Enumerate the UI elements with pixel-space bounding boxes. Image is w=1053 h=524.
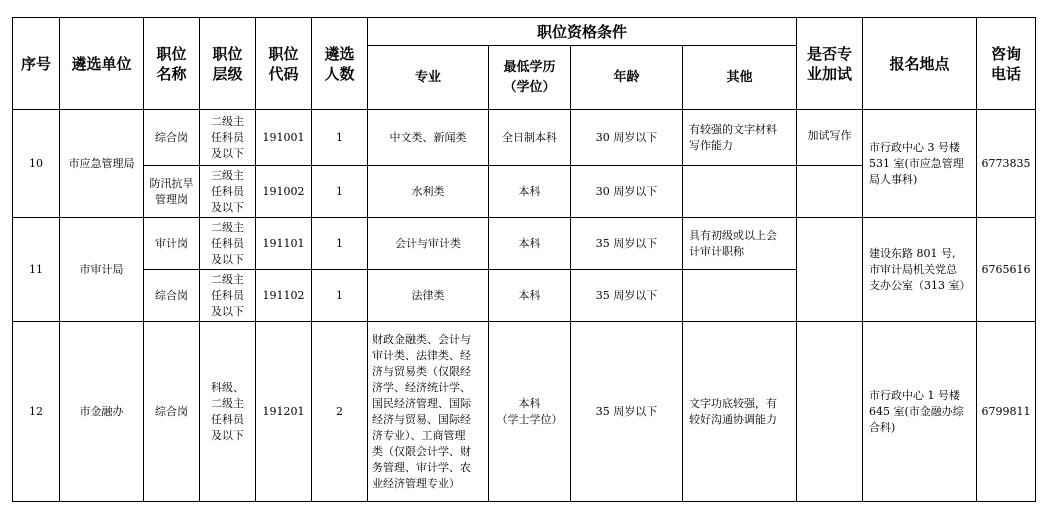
- count-cell: 1: [312, 270, 368, 322]
- education-cell: 本科 （学士学位）: [489, 322, 571, 502]
- major-cell: 中文类、新闻类: [368, 110, 489, 166]
- header-qualifications: 职位资格条件: [368, 18, 797, 46]
- age-cell: 35 周岁以下: [571, 322, 683, 502]
- major-cell: 财政金融类、会计与 审计类、法律类、经 济与贸易类（仅限经 济学、经济统计学、 国民经济管理、国际 经济与贸易、国际经 济专业）、工商管理 类（仅限会计学、财 务管理、审计学、农 业经济管理专业）: [368, 322, 489, 502]
- exam-cell: [797, 322, 863, 502]
- header-education: 最低学历 （学位）: [489, 46, 571, 110]
- count-cell: 1: [312, 218, 368, 270]
- education-cell: 本科: [489, 270, 571, 322]
- level-cell: 二级主 任科员 及以下: [200, 270, 256, 322]
- recruitment-table: [12, 17, 1036, 502]
- header-post-name: 职位 名称: [144, 18, 200, 110]
- other-cell: 具有初级或以上会 计审计职称: [683, 218, 797, 270]
- table-row: [13, 110, 1036, 166]
- level-cell: 三级主 任科员 及以下: [200, 166, 256, 218]
- count-cell: 1: [312, 166, 368, 218]
- table-row: [13, 218, 1036, 270]
- exam-cell: 加试写作: [797, 110, 863, 166]
- header-exam: 是否专 业加试: [797, 18, 863, 110]
- age-cell: 30 周岁以下: [571, 166, 683, 218]
- location-cell: 市行政中心 1 号楼 645 室(市金融办综 合科): [863, 322, 977, 502]
- unit-cell: 市审计局: [60, 218, 144, 322]
- seq-cell: 10: [13, 110, 60, 218]
- exam-cell: [797, 218, 863, 322]
- major-cell: 会计与审计类: [368, 218, 489, 270]
- age-cell: 35 周岁以下: [571, 270, 683, 322]
- code-cell: 191001: [256, 110, 312, 166]
- location-cell: 市行政中心 3 号楼 531 室(市应急管理 局人事科): [863, 110, 977, 218]
- level-cell: 科级、 二级主 任科员 及以下: [200, 322, 256, 502]
- code-cell: 191102: [256, 270, 312, 322]
- code-cell: 191201: [256, 322, 312, 502]
- phone-cell: 6773835: [977, 110, 1036, 218]
- phone-cell: 6799811: [977, 322, 1036, 502]
- other-cell: [683, 270, 797, 322]
- education-cell: 本科: [489, 218, 571, 270]
- header-unit: 遴选单位: [60, 18, 144, 110]
- code-cell: 191101: [256, 218, 312, 270]
- other-cell: 有较强的文字材料 写作能力: [683, 110, 797, 166]
- header-seq: 序号: [13, 18, 60, 110]
- post-cell: 综合岗: [144, 270, 200, 322]
- table-row: [13, 322, 1036, 502]
- code-cell: 191002: [256, 166, 312, 218]
- education-cell: 全日制本科: [489, 110, 571, 166]
- header-major: 专业: [368, 46, 489, 110]
- other-cell: [683, 166, 797, 218]
- post-cell: 综合岗: [144, 110, 200, 166]
- header-count: 遴选 人数: [312, 18, 368, 110]
- level-cell: 二级主 任科员 及以下: [200, 218, 256, 270]
- header-age: 年龄: [571, 46, 683, 110]
- other-cell: 文字功底较强，有 较好沟通协调能力: [683, 322, 797, 502]
- count-cell: 2: [312, 322, 368, 502]
- header-other: 其他: [683, 46, 797, 110]
- unit-cell: 市金融办: [60, 322, 144, 502]
- phone-cell: 6765616: [977, 218, 1036, 322]
- post-cell: 审计岗: [144, 218, 200, 270]
- education-cell: 本科: [489, 166, 571, 218]
- post-cell: 防汛抗旱 管理岗: [144, 166, 200, 218]
- unit-cell: 市应急管理局: [60, 110, 144, 218]
- major-cell: 水利类: [368, 166, 489, 218]
- seq-cell: 12: [13, 322, 60, 502]
- header-post-code: 职位 代码: [256, 18, 312, 110]
- seq-cell: 11: [13, 218, 60, 322]
- level-cell: 二级主 任科员 及以下: [200, 110, 256, 166]
- header-post-level: 职位 层级: [200, 18, 256, 110]
- count-cell: 1: [312, 110, 368, 166]
- post-cell: 综合岗: [144, 322, 200, 502]
- location-cell: 建设东路 801 号, 市审计局机关党总 支办公室（313 室）: [863, 218, 977, 322]
- header-phone: 咨询 电话: [977, 18, 1036, 110]
- age-cell: 30 周岁以下: [571, 110, 683, 166]
- age-cell: 35 周岁以下: [571, 218, 683, 270]
- major-cell: 法律类: [368, 270, 489, 322]
- exam-cell: [797, 166, 863, 218]
- header-location: 报名地点: [863, 18, 977, 110]
